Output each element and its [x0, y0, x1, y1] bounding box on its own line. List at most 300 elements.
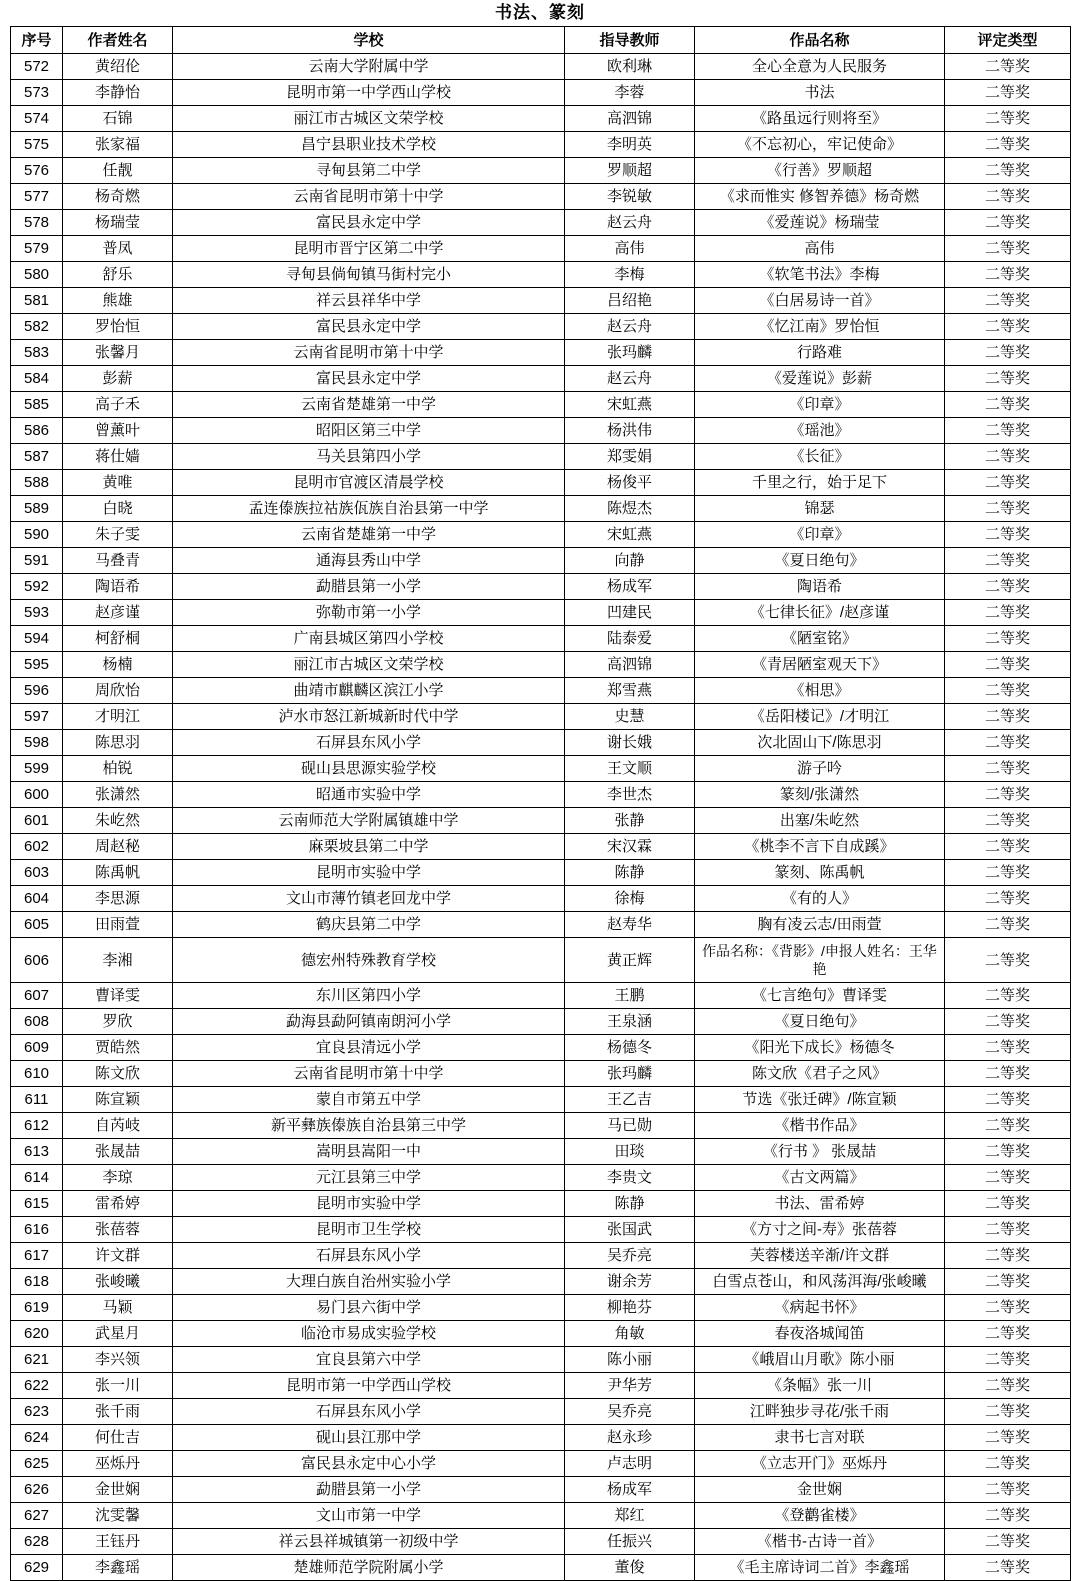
- cell-tutor: 向静: [565, 548, 695, 574]
- cell-author: 曹译雯: [63, 983, 173, 1009]
- cell-school: 富民县永定中学: [173, 366, 565, 392]
- cell-award: 二等奖: [945, 938, 1071, 983]
- page-title: 书法、篆刻: [495, 3, 585, 22]
- cell-school: 祥云县祥华中学: [173, 288, 565, 314]
- cell-author: 周欣怡: [63, 678, 173, 704]
- cell-author: 普凤: [63, 236, 173, 262]
- cell-tutor: 李贵文: [565, 1165, 695, 1191]
- table-row: [11, 236, 1071, 262]
- cell-work: 白雪点苍山，和风荡洱海/张峻曦: [695, 1269, 945, 1295]
- table-row: [11, 366, 1071, 392]
- cell-tutor: 董俊: [565, 1555, 695, 1581]
- cell-work: 高伟: [695, 236, 945, 262]
- cell-tutor: 赵寿华: [565, 912, 695, 938]
- cell-author: 李鑫瑶: [63, 1555, 173, 1581]
- cell-award: 二等奖: [945, 236, 1071, 262]
- table-row: [11, 652, 1071, 678]
- cell-school: 云南省昆明市第十中学: [173, 184, 565, 210]
- cell-author: 朱屹然: [63, 808, 173, 834]
- cell-work: 《长征》: [695, 444, 945, 470]
- cell-tutor: 陈煜杰: [565, 496, 695, 522]
- table-row: [11, 1009, 1071, 1035]
- cell-work: 《行善》罗顺超: [695, 158, 945, 184]
- cell-tutor: 陆泰爱: [565, 626, 695, 652]
- cell-award: 二等奖: [945, 600, 1071, 626]
- cell-tutor: 郑红: [565, 1503, 695, 1529]
- cell-school: 勐腊县第一小学: [173, 574, 565, 600]
- cell-award: 二等奖: [945, 1321, 1071, 1347]
- cell-tutor: 李梅: [565, 262, 695, 288]
- cell-work: 江畔独步寻花/张千雨: [695, 1399, 945, 1425]
- cell-no: 596: [11, 678, 63, 704]
- cell-no: 582: [11, 314, 63, 340]
- table-row: [11, 470, 1071, 496]
- cell-award: 二等奖: [945, 1009, 1071, 1035]
- cell-tutor: 张玛麟: [565, 340, 695, 366]
- cell-no: 617: [11, 1243, 63, 1269]
- cell-tutor: 赵云舟: [565, 210, 695, 236]
- cell-award: 二等奖: [945, 210, 1071, 236]
- cell-author: 舒乐: [63, 262, 173, 288]
- table-row: [11, 1529, 1071, 1555]
- cell-no: 576: [11, 158, 63, 184]
- cell-award: 二等奖: [945, 834, 1071, 860]
- cell-work: 《爱莲说》杨瑞莹: [695, 210, 945, 236]
- table-row: [11, 1061, 1071, 1087]
- cell-tutor: 王泉涵: [565, 1009, 695, 1035]
- cell-author: 张蓓蓉: [63, 1217, 173, 1243]
- results-table: [10, 26, 1071, 1581]
- cell-tutor: 李蓉: [565, 80, 695, 106]
- cell-school: 砚山县思源实验学校: [173, 756, 565, 782]
- cell-tutor: 郑雯娟: [565, 444, 695, 470]
- cell-award: 二等奖: [945, 1269, 1071, 1295]
- cell-work: 芙蓉楼送辛渐/许文群: [695, 1243, 945, 1269]
- cell-work: 书法: [695, 80, 945, 106]
- cell-tutor: 陈小丽: [565, 1347, 695, 1373]
- table-row: [11, 912, 1071, 938]
- cell-work: 《峨眉山月歌》陈小丽: [695, 1347, 945, 1373]
- cell-school: 德宏州特殊教育学校: [173, 938, 565, 983]
- table-row: [11, 340, 1071, 366]
- cell-work: 千里之行，始于足下: [695, 470, 945, 496]
- cell-school: 鹤庆县第二中学: [173, 912, 565, 938]
- cell-school: 大理白族自治州实验小学: [173, 1269, 565, 1295]
- cell-award: 二等奖: [945, 470, 1071, 496]
- cell-work: 《相思》: [695, 678, 945, 704]
- cell-no: 615: [11, 1191, 63, 1217]
- cell-no: 620: [11, 1321, 63, 1347]
- cell-author: 曾薰叶: [63, 418, 173, 444]
- cell-award: 二等奖: [945, 548, 1071, 574]
- cell-no: 572: [11, 54, 63, 80]
- cell-school: 富民县永定中学: [173, 210, 565, 236]
- table-row: [11, 158, 1071, 184]
- cell-work: 行路难: [695, 340, 945, 366]
- cell-no: 609: [11, 1035, 63, 1061]
- cell-no: 618: [11, 1269, 63, 1295]
- table-header-row: [11, 27, 1071, 54]
- cell-no: 588: [11, 470, 63, 496]
- cell-award: 二等奖: [945, 983, 1071, 1009]
- cell-author: 才明江: [63, 704, 173, 730]
- cell-tutor: 任振兴: [565, 1529, 695, 1555]
- cell-school: 广南县城区第四小学校: [173, 626, 565, 652]
- table-row: [11, 574, 1071, 600]
- table-row: [11, 678, 1071, 704]
- cell-award: 二等奖: [945, 860, 1071, 886]
- cell-author: 陈宣颖: [63, 1087, 173, 1113]
- cell-author: 罗怡恒: [63, 314, 173, 340]
- cell-no: 602: [11, 834, 63, 860]
- table-row: [11, 1087, 1071, 1113]
- cell-work: 《方寸之间-寿》张蓓蓉: [695, 1217, 945, 1243]
- cell-no: 574: [11, 106, 63, 132]
- cell-author: 杨奇燃: [63, 184, 173, 210]
- table-row: [11, 886, 1071, 912]
- cell-award: 二等奖: [945, 418, 1071, 444]
- cell-work: 《印章》: [695, 392, 945, 418]
- cell-tutor: 王鹏: [565, 983, 695, 1009]
- table-row: [11, 444, 1071, 470]
- cell-school: 通海县秀山中学: [173, 548, 565, 574]
- cell-work: 陈文欣《君子之风》: [695, 1061, 945, 1087]
- cell-school: 昭通市实验中学: [173, 782, 565, 808]
- cell-award: 二等奖: [945, 340, 1071, 366]
- cell-tutor: 郑雪燕: [565, 678, 695, 704]
- cell-author: 金世娴: [63, 1477, 173, 1503]
- cell-school: 云南省昆明市第十中学: [173, 1061, 565, 1087]
- cell-work: 《不忘初心，牢记使命》: [695, 132, 945, 158]
- cell-award: 二等奖: [945, 678, 1071, 704]
- cell-award: 二等奖: [945, 444, 1071, 470]
- cell-author: 自芮岐: [63, 1113, 173, 1139]
- cell-work: 陶语希: [695, 574, 945, 600]
- cell-work: 篆刻、陈禹帆: [695, 860, 945, 886]
- cell-author: 朱子雯: [63, 522, 173, 548]
- cell-no: 590: [11, 522, 63, 548]
- cell-school: 楚雄师范学院附属小学: [173, 1555, 565, 1581]
- cell-no: 623: [11, 1399, 63, 1425]
- cell-award: 二等奖: [945, 912, 1071, 938]
- cell-no: 612: [11, 1113, 63, 1139]
- cell-no: 627: [11, 1503, 63, 1529]
- cell-tutor: 宋汉霖: [565, 834, 695, 860]
- cell-award: 二等奖: [945, 1243, 1071, 1269]
- cell-work: 《条幅》张一川: [695, 1373, 945, 1399]
- table-row: [11, 704, 1071, 730]
- cell-school: 蒙自市第五中学: [173, 1087, 565, 1113]
- cell-tutor: 张静: [565, 808, 695, 834]
- table-row: [11, 1425, 1071, 1451]
- cell-no: 592: [11, 574, 63, 600]
- table-row: [11, 860, 1071, 886]
- cell-author: 张千雨: [63, 1399, 173, 1425]
- cell-work: 《白居易诗一首》: [695, 288, 945, 314]
- cell-award: 二等奖: [945, 1217, 1071, 1243]
- cell-no: 614: [11, 1165, 63, 1191]
- cell-award: 二等奖: [945, 314, 1071, 340]
- cell-work: 锦瑟: [695, 496, 945, 522]
- cell-work: 《岳阳楼记》/才明江: [695, 704, 945, 730]
- table-row: [11, 54, 1071, 80]
- cell-school: 丽江市古城区文荣学校: [173, 652, 565, 678]
- cell-author: 蒋仕嫱: [63, 444, 173, 470]
- cell-author: 任靓: [63, 158, 173, 184]
- cell-work: 节选《张迁碑》/陈宣颖: [695, 1087, 945, 1113]
- cell-author: 何仕吉: [63, 1425, 173, 1451]
- cell-author: 王钰丹: [63, 1529, 173, 1555]
- cell-work: 《忆江南》罗怡恒: [695, 314, 945, 340]
- table-row: [11, 1113, 1071, 1139]
- cell-award: 二等奖: [945, 626, 1071, 652]
- cell-school: 易门县六街中学: [173, 1295, 565, 1321]
- cell-author: 沈雯馨: [63, 1503, 173, 1529]
- table-row: [11, 548, 1071, 574]
- cell-work: 《七律长征》/赵彦谨: [695, 600, 945, 626]
- cell-author: 黄绍伦: [63, 54, 173, 80]
- cell-award: 二等奖: [945, 522, 1071, 548]
- column-header-award: 评定类型: [945, 27, 1071, 54]
- cell-award: 二等奖: [945, 1555, 1071, 1581]
- cell-no: 601: [11, 808, 63, 834]
- column-header-no: 序号: [11, 27, 63, 54]
- cell-work: 《立志开门》巫烁丹: [695, 1451, 945, 1477]
- cell-tutor: 凹建民: [565, 600, 695, 626]
- cell-author: 赵彦谨: [63, 600, 173, 626]
- table-row: [11, 1373, 1071, 1399]
- cell-tutor: 陈静: [565, 860, 695, 886]
- cell-tutor: 谢余芳: [565, 1269, 695, 1295]
- cell-school: 嵩明县嵩阳一中: [173, 1139, 565, 1165]
- table-row: [11, 730, 1071, 756]
- cell-no: 589: [11, 496, 63, 522]
- cell-work: 篆刻/张潇然: [695, 782, 945, 808]
- cell-tutor: 李锐敏: [565, 184, 695, 210]
- column-header-author: 作者姓名: [63, 27, 173, 54]
- cell-school: 元江县第三中学: [173, 1165, 565, 1191]
- cell-no: 594: [11, 626, 63, 652]
- cell-school: 石屏县东风小学: [173, 1243, 565, 1269]
- cell-no: 607: [11, 983, 63, 1009]
- cell-school: 宜良县第六中学: [173, 1347, 565, 1373]
- cell-author: 许文群: [63, 1243, 173, 1269]
- cell-award: 二等奖: [945, 1451, 1071, 1477]
- cell-author: 马颖: [63, 1295, 173, 1321]
- cell-no: 613: [11, 1139, 63, 1165]
- cell-author: 周赵秘: [63, 834, 173, 860]
- cell-no: 616: [11, 1217, 63, 1243]
- table-head: [11, 27, 1071, 54]
- table-row: [11, 1035, 1071, 1061]
- table-row: [11, 1503, 1071, 1529]
- cell-tutor: 卢志明: [565, 1451, 695, 1477]
- cell-school: 云南省楚雄第一中学: [173, 522, 565, 548]
- cell-award: 二等奖: [945, 54, 1071, 80]
- table-row: [11, 1347, 1071, 1373]
- cell-award: 二等奖: [945, 1087, 1071, 1113]
- cell-author: 陶语希: [63, 574, 173, 600]
- cell-award: 二等奖: [945, 1399, 1071, 1425]
- cell-work: 《有的人》: [695, 886, 945, 912]
- cell-school: 祥云县祥城镇第一初级中学: [173, 1529, 565, 1555]
- cell-author: 张潇然: [63, 782, 173, 808]
- cell-author: 高子禾: [63, 392, 173, 418]
- cell-work: 隶书七言对联: [695, 1425, 945, 1451]
- cell-author: 杨瑞莹: [63, 210, 173, 236]
- table-row: [11, 600, 1071, 626]
- cell-school: 云南大学附属中学: [173, 54, 565, 80]
- table-row: [11, 1321, 1071, 1347]
- cell-school: 昌宁县职业技术学校: [173, 132, 565, 158]
- cell-tutor: 柳艳芬: [565, 1295, 695, 1321]
- cell-award: 二等奖: [945, 106, 1071, 132]
- cell-author: 李琼: [63, 1165, 173, 1191]
- cell-no: 610: [11, 1061, 63, 1087]
- cell-author: 武星月: [63, 1321, 173, 1347]
- cell-tutor: 高泗锦: [565, 106, 695, 132]
- cell-tutor: 徐梅: [565, 886, 695, 912]
- cell-author: 李思源: [63, 886, 173, 912]
- cell-work: 《桃李不言下自成蹊》: [695, 834, 945, 860]
- cell-work: 《古文两篇》: [695, 1165, 945, 1191]
- cell-no: 573: [11, 80, 63, 106]
- cell-award: 二等奖: [945, 158, 1071, 184]
- cell-tutor: 赵云舟: [565, 366, 695, 392]
- cell-tutor: 张国武: [565, 1217, 695, 1243]
- cell-work: 春夜洛城闻笛: [695, 1321, 945, 1347]
- cell-award: 二等奖: [945, 392, 1071, 418]
- table-row: [11, 626, 1071, 652]
- cell-work: 《登鹳雀楼》: [695, 1503, 945, 1529]
- cell-author: 张馨月: [63, 340, 173, 366]
- table-row: [11, 1269, 1071, 1295]
- cell-author: 贾皓然: [63, 1035, 173, 1061]
- cell-work: 《楷书作品》: [695, 1113, 945, 1139]
- table-row: [11, 106, 1071, 132]
- cell-work: 金世娴: [695, 1477, 945, 1503]
- cell-work: 《夏日绝句》: [695, 548, 945, 574]
- cell-no: 626: [11, 1477, 63, 1503]
- cell-tutor: 吴乔亮: [565, 1399, 695, 1425]
- cell-school: 昆明市卫生学校: [173, 1217, 565, 1243]
- cell-work: 《路虽远行则将至》: [695, 106, 945, 132]
- cell-school: 马关县第四小学: [173, 444, 565, 470]
- table-row: [11, 808, 1071, 834]
- cell-author: 张峻曦: [63, 1269, 173, 1295]
- cell-work: 作品名称：《背影》/申报人姓名：王华艳: [695, 938, 945, 983]
- cell-no: 593: [11, 600, 63, 626]
- table-row: [11, 782, 1071, 808]
- cell-work: 《毛主席诗词二首》李鑫瑶: [695, 1555, 945, 1581]
- table-row: [11, 496, 1071, 522]
- cell-award: 二等奖: [945, 808, 1071, 834]
- cell-work: 《夏日绝句》: [695, 1009, 945, 1035]
- table-row: [11, 418, 1071, 444]
- cell-award: 二等奖: [945, 1347, 1071, 1373]
- table-row: [11, 314, 1071, 340]
- cell-author: 李兴领: [63, 1347, 173, 1373]
- cell-no: 584: [11, 366, 63, 392]
- cell-author: 雷希婷: [63, 1191, 173, 1217]
- cell-no: 629: [11, 1555, 63, 1581]
- cell-no: 599: [11, 756, 63, 782]
- table-row: [11, 1217, 1071, 1243]
- cell-work: 《瑶池》: [695, 418, 945, 444]
- cell-author: 陈文欣: [63, 1061, 173, 1087]
- cell-school: 昆明市晋宁区第二中学: [173, 236, 565, 262]
- cell-school: 昆明市第一中学西山学校: [173, 80, 565, 106]
- cell-author: 李湘: [63, 938, 173, 983]
- table-row: [11, 1477, 1071, 1503]
- cell-school: 临沧市易成实验学校: [173, 1321, 565, 1347]
- cell-no: 578: [11, 210, 63, 236]
- cell-work: 《病起书怀》: [695, 1295, 945, 1321]
- cell-no: 625: [11, 1451, 63, 1477]
- cell-school: 石屏县东风小学: [173, 730, 565, 756]
- cell-author: 黄唯: [63, 470, 173, 496]
- cell-award: 二等奖: [945, 1061, 1071, 1087]
- cell-author: 陈思羽: [63, 730, 173, 756]
- table-row: [11, 288, 1071, 314]
- cell-no: 600: [11, 782, 63, 808]
- table-row: [11, 1399, 1071, 1425]
- column-header-tutor: 指导教师: [565, 27, 695, 54]
- cell-school: 寻甸县倘甸镇马街村完小: [173, 262, 565, 288]
- table-row: [11, 522, 1071, 548]
- cell-tutor: 王乙吉: [565, 1087, 695, 1113]
- cell-school: 石屏县东风小学: [173, 1399, 565, 1425]
- column-header-work: 作品名称: [695, 27, 945, 54]
- cell-work: 《软笔书法》李梅: [695, 262, 945, 288]
- cell-award: 二等奖: [945, 704, 1071, 730]
- cell-school: 昆明市实验中学: [173, 1191, 565, 1217]
- cell-award: 二等奖: [945, 1165, 1071, 1191]
- cell-work: 《行书 》 张晟喆: [695, 1139, 945, 1165]
- cell-work: 游子吟: [695, 756, 945, 782]
- table-row: [11, 834, 1071, 860]
- cell-author: 柏锐: [63, 756, 173, 782]
- cell-school: 孟连傣族拉祜族佤族自治县第一中学: [173, 496, 565, 522]
- cell-work: 出塞/朱屹然: [695, 808, 945, 834]
- table-row: [11, 392, 1071, 418]
- cell-school: 麻栗坡县第二中学: [173, 834, 565, 860]
- cell-no: 604: [11, 886, 63, 912]
- table-row: [11, 1165, 1071, 1191]
- cell-work: 《青居陋室观天下》: [695, 652, 945, 678]
- table-row: [11, 184, 1071, 210]
- cell-tutor: 王文顺: [565, 756, 695, 782]
- table-row: [11, 132, 1071, 158]
- table-row: [11, 262, 1071, 288]
- cell-award: 二等奖: [945, 366, 1071, 392]
- cell-work: 《爱莲说》彭薪: [695, 366, 945, 392]
- cell-no: 608: [11, 1009, 63, 1035]
- cell-no: 581: [11, 288, 63, 314]
- cell-award: 二等奖: [945, 288, 1071, 314]
- cell-school: 砚山县江那中学: [173, 1425, 565, 1451]
- cell-author: 张家福: [63, 132, 173, 158]
- cell-work: 《楷书-古诗一首》: [695, 1529, 945, 1555]
- cell-no: 606: [11, 938, 63, 983]
- cell-school: 文山市薄竹镇老回龙中学: [173, 886, 565, 912]
- cell-tutor: 杨俊平: [565, 470, 695, 496]
- cell-tutor: 李明英: [565, 132, 695, 158]
- cell-no: 603: [11, 860, 63, 886]
- cell-no: 591: [11, 548, 63, 574]
- cell-no: 579: [11, 236, 63, 262]
- cell-author: 巫烁丹: [63, 1451, 173, 1477]
